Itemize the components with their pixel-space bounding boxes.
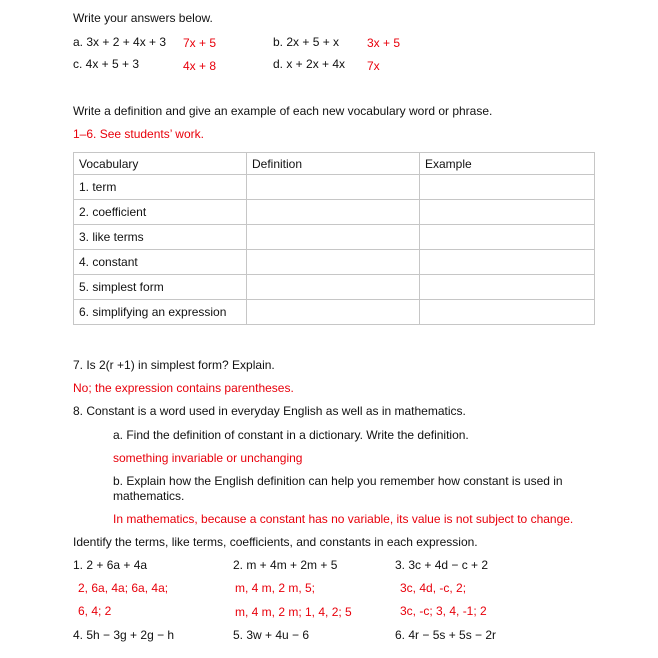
identify-1-answer-line1: 2, 6a, 4a; 6a, 4a; xyxy=(78,581,169,595)
definition-cell[interactable] xyxy=(247,175,420,200)
answer-c-value: 4x + 8 xyxy=(183,59,217,73)
example-cell[interactable] xyxy=(420,225,595,250)
identify-3-answer-line2: 3c, -c; 3, 4, -1; 2 xyxy=(400,604,487,618)
vocab-answer: 1–6. See students’ work. xyxy=(73,127,204,141)
definition-cell[interactable] xyxy=(247,200,420,225)
identify-2-expression: 2. m + 4m + 2m + 5 xyxy=(233,558,338,572)
identify-3-answer-line1: 3c, 4d, -c, 2; xyxy=(400,581,467,595)
answer-b-question: b. 2x + 5 + x xyxy=(273,35,340,49)
identify-5-expression: 5. 3w + 4u − 6 xyxy=(233,628,310,642)
definition-cell[interactable] xyxy=(247,225,420,250)
example-cell[interactable] xyxy=(420,275,595,300)
q8b-answer: In mathematics, because a constant has no variable, its value is not subject to change. xyxy=(113,512,574,526)
table-row xyxy=(74,250,595,275)
q8a-question: a. Find the definition of constant in a dictionary. Write the definition. xyxy=(113,428,469,442)
identify-instruction: Identify the terms, like terms, coefficients, and constants in each expression. xyxy=(73,535,478,549)
definition-cell[interactable] xyxy=(247,250,420,275)
table-row xyxy=(74,200,595,225)
vocab-header-example: Example xyxy=(420,153,595,175)
answer-a-value: 7x + 5 xyxy=(183,36,217,50)
answers-instruction: Write your answers below. xyxy=(73,11,213,25)
vocab-header-row xyxy=(74,153,595,175)
identify-4-expression: 4. 5h − 3g + 2g − h xyxy=(73,628,175,642)
vocab-term-cell: 1. term xyxy=(74,175,247,200)
table-row xyxy=(74,175,595,200)
q8b-question-line1: b. Explain how the English definition can help you remember how constant is used in xyxy=(113,474,563,488)
answer-d-question: d. x + 2x + 4x xyxy=(273,57,346,71)
vocab-header-vocabulary: Vocabulary xyxy=(74,153,247,175)
vocab-term-cell: 6. simplifying an expression xyxy=(74,300,247,325)
identify-1-answer-line2: 6, 4; 2 xyxy=(78,604,112,618)
answer-c-question: c. 4x + 5 + 3 xyxy=(73,57,140,71)
identify-1-expression: 1. 2 + 6a + 4a xyxy=(73,558,148,572)
vocab-table xyxy=(73,152,595,325)
vocab-term-cell: 2. coefficient xyxy=(74,200,247,225)
table-row xyxy=(74,225,595,250)
example-cell[interactable] xyxy=(420,300,595,325)
vocab-instruction: Write a definition and give an example of each new vocabulary word or phrase. xyxy=(73,104,493,118)
definition-cell[interactable] xyxy=(247,275,420,300)
q7-answer: No; the expression contains parentheses. xyxy=(73,381,294,395)
identify-3-expression: 3. 3c + 4d − c + 2 xyxy=(395,558,489,572)
answer-d-value: 7x xyxy=(367,59,380,73)
q8b-question-line2: mathematics. xyxy=(113,489,185,503)
example-cell[interactable] xyxy=(420,250,595,275)
answer-b-value: 3x + 5 xyxy=(367,36,401,50)
definition-cell[interactable] xyxy=(247,300,420,325)
identify-2-answer-line1: m, 4 m, 2 m, 5; xyxy=(235,581,316,595)
q8-question: 8. Constant is a word used in everyday English as well as in mathematics. xyxy=(73,404,466,418)
answer-a-question: a. 3x + 2 + 4x + 3 xyxy=(73,35,167,49)
table-row xyxy=(74,300,595,325)
vocab-term-cell: 5. simplest form xyxy=(74,275,247,300)
vocab-term-cell: 4. constant xyxy=(74,250,247,275)
identify-2-answer-line2: m, 4 m, 2 m; 1, 4, 2; 5 xyxy=(235,605,352,619)
vocab-header-definition: Definition xyxy=(247,153,420,175)
example-cell[interactable] xyxy=(420,200,595,225)
vocab-term-cell: 3. like terms xyxy=(74,225,247,250)
example-cell[interactable] xyxy=(420,175,595,200)
table-row xyxy=(74,275,595,300)
q7-question: 7. Is 2(r +1) in simplest form? Explain. xyxy=(73,358,275,372)
identify-6-expression: 6. 4r − 5s + 5s − 2r xyxy=(395,628,497,642)
q8a-answer: something invariable or unchanging xyxy=(113,451,303,465)
